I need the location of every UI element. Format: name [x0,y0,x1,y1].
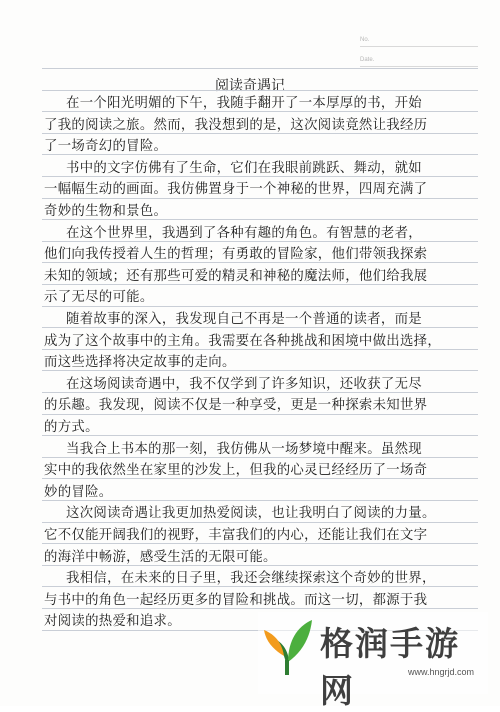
leaf-logo-icon [260,616,314,676]
essay-line: 未知的领域；还有那些可爱的精灵和神秘的魔法师，他们给我展 [44,268,428,284]
header-no-field [360,34,478,47]
header-date-field [360,54,478,67]
essay-line: 在这个世界里，我遇到了各种有趣的角色。有智慧的老者， [66,225,422,241]
essay-line: 他们向我传授着人生的哲理；有勇敢的冒险家，他们带领我探索 [44,247,428,263]
watermark [258,612,488,710]
header-no-label: No. [360,37,370,43]
watermark-url: www.hngrjd.com [408,667,475,677]
essay-line: 当我合上书本的那一刻，我仿佛从一场梦境中醒来。虽然现 [66,441,422,457]
essay-title: 阅读奇遇记 [215,78,285,94]
essay-line: 对阅读的热爱和追求。 [44,614,181,630]
essay-line: 而这些选择将决定故事的走向。 [44,355,236,371]
essay-line: 一幅幅生动的画面。我仿佛置身于一个神秘的世界，四周充满了 [44,182,428,198]
essay-line: 在一个阳光明媚的下午，我随手翻开了一本厚厚的书，开始 [66,96,422,111]
essay-line: 了我的阅读之旅。然而，我没想到的是，这次阅读竟然让我经历 [44,117,428,133]
essay-line: 实中的我依然坐在家里的沙发上，但我的心灵已经经历了一场奇 [44,463,428,479]
essay-line: 妙的冒险。 [44,484,113,500]
essay-line: 奇妙的生物和景色。 [44,204,168,219]
essay-line: 成为了这个故事中的主角。我需要在各种挑战和困境中做出选择， [44,333,442,349]
essay-line: 书中的文字仿佛有了生命，它们在我眼前跳跃、舞动，就如 [66,160,422,176]
essay-line: 了一场奇幻的冒险。 [44,139,168,155]
essay-line: 随着故事的深入，我发现自己不再是一个普通的读者，而是 [66,312,422,327]
essay-line: 的海洋中畅游，感受生活的无限可能。 [44,549,277,565]
essay-line: 我相信，在未来的日子里，我还会继续探索这个奇妙的世界， [66,571,436,587]
essay-line: 它不仅能开阔我们的视野，丰富我们的内心，还能让我们在文字 [44,528,428,543]
watermark-name: 格润手游网 [320,624,460,710]
ruled-line [42,68,478,69]
essay-line: 在这场阅读奇遇中，我不仅学到了许多知识，还收获了无尽 [66,376,422,392]
essay-line: 的乐趣。我发现，阅读不仅是一种享受，更是一种探索未知世界 [44,398,428,414]
essay-line: 这次阅读奇遇让我更加热爱阅读，也让我明白了阅读的力量。 [66,506,436,522]
ruled-line [42,90,478,91]
essay-line: 示了无尽的可能。 [44,290,154,306]
header-date-label: Date. [360,57,375,63]
essay-line: 与书中的角色一起经历更多的冒险和挑战。而这一切，都源于我 [44,592,428,608]
essay-line: 的方式。 [44,420,99,435]
